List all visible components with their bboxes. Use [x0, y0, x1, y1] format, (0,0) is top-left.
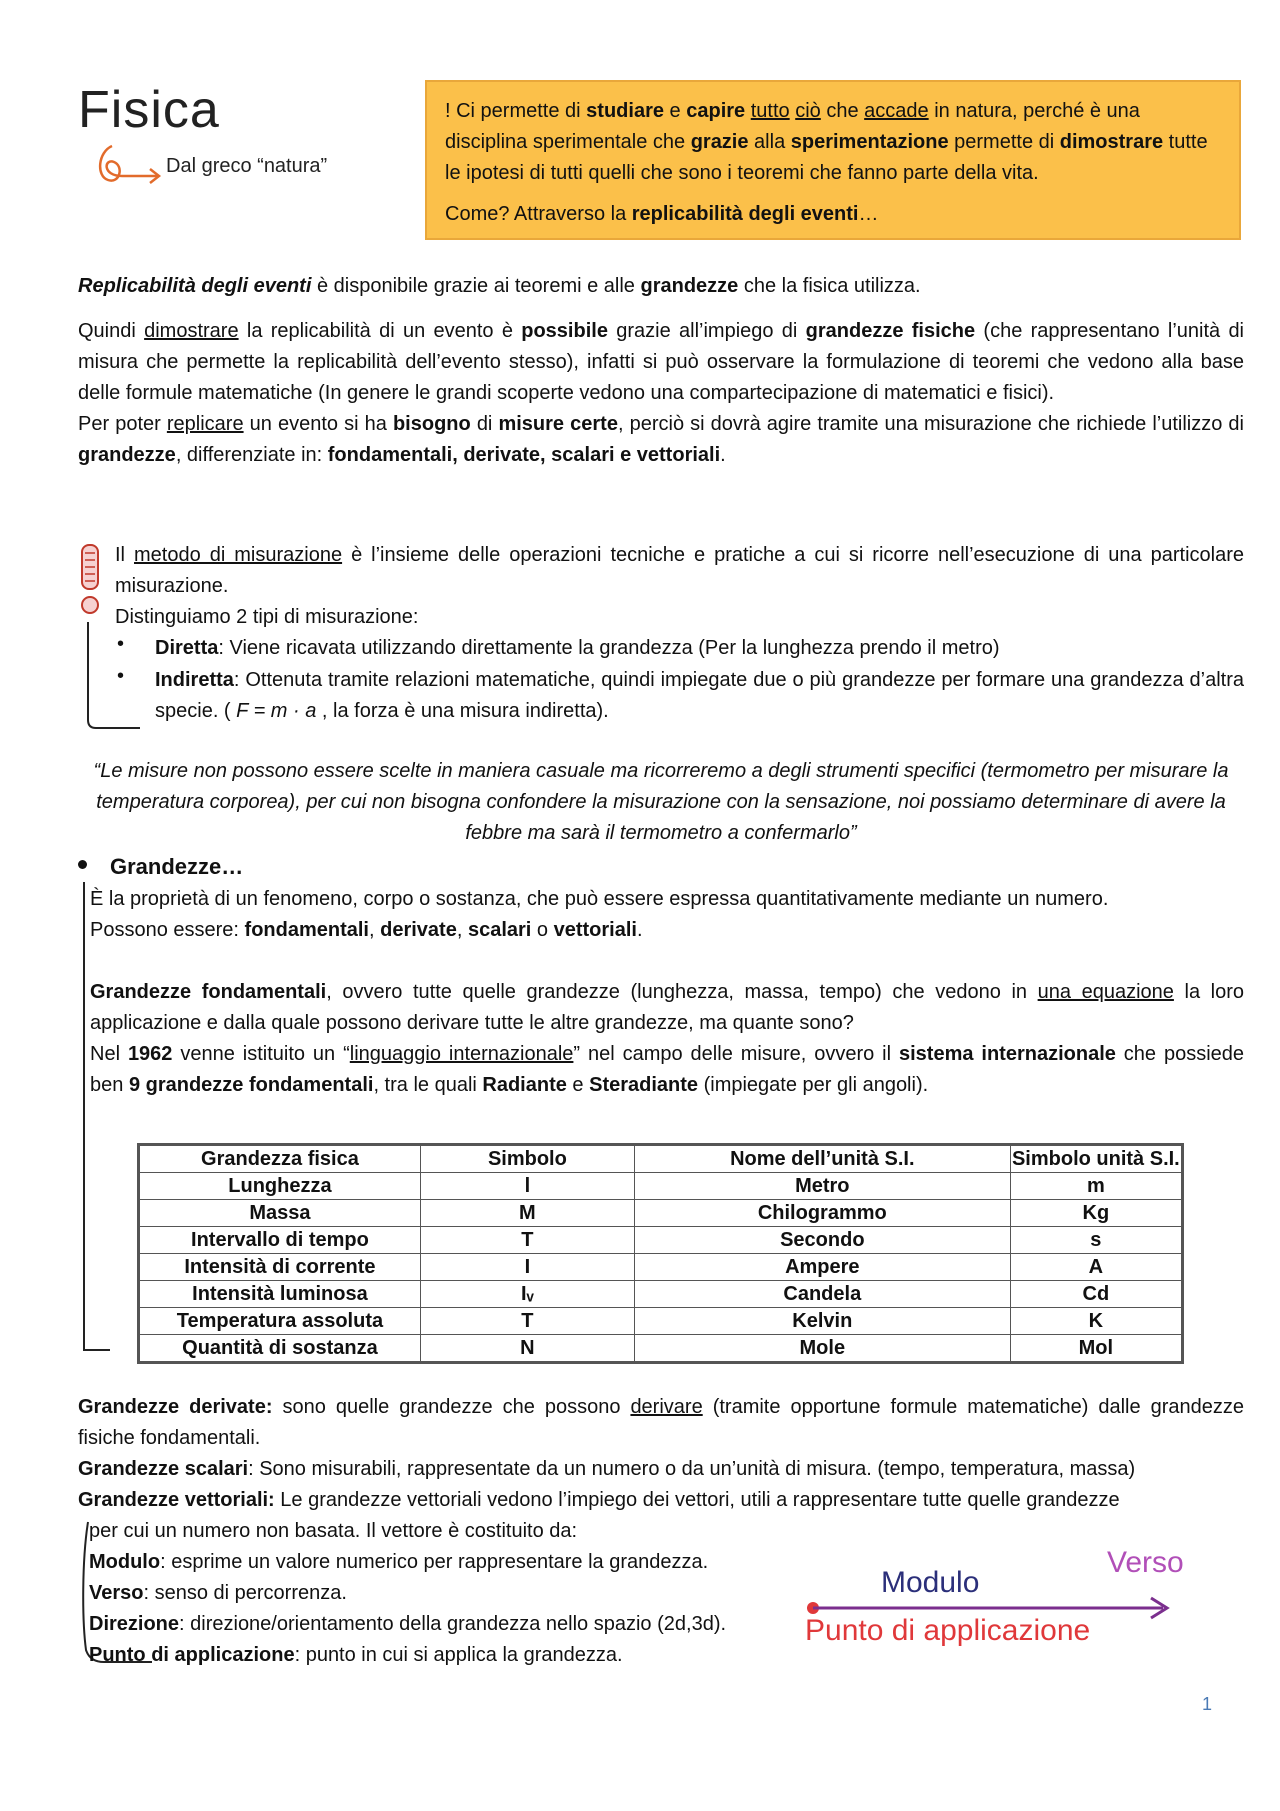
- table-header: Nome dell’unità S.I.: [634, 1145, 1010, 1173]
- table-cell: Lunghezza: [139, 1173, 421, 1200]
- table-cell: I: [420, 1254, 634, 1281]
- table-cell: Mol: [1010, 1335, 1182, 1363]
- table-cell: Kelvin: [634, 1308, 1010, 1335]
- si-text: Nel 1962 venne istituito un “linguaggio internazionale” nel campo delle misure, ovvero il sistema internazionale che possiede ben 9 grandezze fondamentali, tra le quali Radiante e Steradiante (impiegate per gli angoli).: [90, 1043, 1245, 1096]
- table-cell: Secondo: [634, 1227, 1010, 1254]
- table-cell: K: [1010, 1308, 1182, 1335]
- table-cell: Iᵥ: [420, 1281, 634, 1308]
- exclamation-doodle-icon: [76, 543, 104, 617]
- table-cell: Intervallo di tempo: [139, 1227, 421, 1254]
- table-cell: Mole: [634, 1335, 1010, 1363]
- derivate-text: Grandezze derivate: sono quelle grandezze che possono derivare (tramite opportune formule matematiche) dalle grandezze fisiche fondamentali.: [78, 1396, 1244, 1449]
- note-question: Come? Attraverso la replicabilità degli eventi…: [445, 203, 879, 225]
- table-cell: T: [420, 1227, 634, 1254]
- intro-text: [78, 271, 1244, 471]
- table-cell: l: [420, 1173, 634, 1200]
- verso-label: Verso: [1107, 1546, 1184, 1579]
- modulo-label: Modulo: [881, 1566, 980, 1599]
- table-header-row: [139, 1145, 1183, 1173]
- vettoriali-text: Grandezze vettoriali: Le grandezze vettoriali vedono l’impiego dei vettori, utili a rappresentare tutte quelle grandezze: [78, 1489, 1120, 1511]
- table-row: [139, 1281, 1183, 1308]
- table-cell: Massa: [139, 1200, 421, 1227]
- table-cell: Ampere: [634, 1254, 1010, 1281]
- note-box: [425, 80, 1241, 240]
- table-cell: Temperatura assoluta: [139, 1308, 421, 1335]
- table-cell: T: [420, 1308, 634, 1335]
- intro-p1: Replicabilità degli eventi è disponibile grazie ai teoremi e alle grandezze che la fisica utilizza.: [78, 275, 921, 297]
- quote: “Le misure non possono essere scelte in maniera casuale ma ricorreremo a degli strumenti specifici (termometro per misurare la temperatura corporea), per cui non bisogna confondere la misurazione con la sensazione, noi possiamo determinare di avere la febbre ma sarà il termometro a confermarlo”: [93, 760, 1229, 844]
- table-cell: m: [1010, 1173, 1182, 1200]
- grandezze-text: [90, 884, 1244, 1101]
- page-number: 1: [1201, 1694, 1212, 1714]
- metodo-section: [115, 540, 1244, 633]
- metodo-tipi: Distinguiamo 2 tipi di misurazione:: [115, 606, 419, 628]
- table-cell: Cd: [1010, 1281, 1182, 1308]
- diretta-item: Diretta: Viene ricavata utilizzando direttamente la grandezza (Per la lunghezza prendo il metro): [155, 637, 1000, 659]
- intro-p2: Quindi dimostrare la replicabilità di un evento è possibile grazie all’impiego di grandezze fisiche (che rappresentano l’unità di misura che permette la replicabilità dell’evento stesso), infatti si può osservare la formulazione di teoremi che vedono alla base delle formule matematiche (In genere le grandi scoperte vedono una compartecipazione di matematici e fisici).: [78, 320, 1245, 404]
- table-cell: Kg: [1010, 1200, 1182, 1227]
- table-cell: M: [420, 1200, 634, 1227]
- grandezze-def: È la proprietà di un fenomeno, corpo o sostanza, che può essere espressa quantitativamente mediante un numero.: [90, 888, 1109, 910]
- table-cell: Metro: [634, 1173, 1010, 1200]
- table-cell: Intensità luminosa: [139, 1281, 421, 1308]
- page-title: Fisica: [78, 81, 220, 139]
- si-units-table: [137, 1143, 1184, 1364]
- table-header: Simbolo: [420, 1145, 634, 1173]
- derivate-scalari-vettoriali: [78, 1392, 1244, 1516]
- table-cell: Intensità di corrente: [139, 1254, 421, 1281]
- scalari-text: Grandezze scalari: Sono misurabili, rappresentate da un numero o da un’unità di misura. (tempo, temperatura, massa): [78, 1458, 1136, 1480]
- hook-arrow-icon: [92, 142, 167, 190]
- metodo-def: Il metodo di misurazione è l’insieme delle operazioni tecniche e pratiche a cui si ricorre nell’esecuzione di una particolare misurazione.: [115, 544, 1244, 597]
- subtitle: Dal greco “natura”: [166, 155, 328, 177]
- table-row: [139, 1173, 1183, 1200]
- vector-intro: per cui un numero non basata. Il vettore è costituito da:: [89, 1520, 578, 1542]
- section-heading-grandezze: Grandezze…: [110, 854, 244, 879]
- table-row: [139, 1308, 1183, 1335]
- grandezze-types: Possono essere: fondamentali, derivate, scalari o vettoriali.: [90, 919, 643, 941]
- table-cell: Quantità di sostanza: [139, 1335, 421, 1363]
- fondamentali-text: Grandezze fondamentali, ovvero tutte quelle grandezze (lunghezza, massa, tempo) che vedono in una equazione la loro applicazione e dalla quale possono derivare tutte le altre grandezze, ma quante sono?: [90, 981, 1245, 1034]
- modulo-item: Modulo: esprime un valore numerico per rappresentare la grandezza.: [89, 1551, 709, 1573]
- bullet-dot: •: [117, 633, 125, 655]
- table-row: [139, 1227, 1183, 1254]
- table-header: Simbolo unità S.I.: [1010, 1145, 1182, 1173]
- table-row: [139, 1335, 1183, 1363]
- table-row: [139, 1254, 1183, 1281]
- bullet-dot: •: [117, 665, 125, 687]
- direzione-item: Direzione: direzione/orientamento della grandezza nello spazio (2d,3d).: [89, 1613, 727, 1635]
- intro-p3: Per poter replicare un evento si ha bisogno di misure certe, perciò si dovrà agire tramite una misurazione che richiede l’utilizzo di grandezze, differenziate in: fondamentali, derivate, scalari e vettoriali.: [78, 413, 1244, 466]
- table-cell: A: [1010, 1254, 1182, 1281]
- table-cell: Chilogrammo: [634, 1200, 1010, 1227]
- bracket-line: [84, 620, 144, 732]
- punto-label: Punto di applicazione: [805, 1614, 1091, 1647]
- bullet-dot: [78, 860, 87, 869]
- table-cell: s: [1010, 1227, 1182, 1254]
- table-row: [139, 1200, 1183, 1227]
- table-cell: Candela: [634, 1281, 1010, 1308]
- note-paragraph: ! Ci permette di studiare e capire tutto ciò che accade in natura, perché è una disciplina sperimentale che grazie alla sperimentazione permette di dimostrare tutte le ipotesi di tutti quelli che sono i teoremi che fanno parte della vita.: [445, 100, 1208, 184]
- verso-item: Verso: senso di percorrenza.: [89, 1582, 347, 1604]
- vector-components: [89, 1516, 789, 1671]
- table-cell: N: [420, 1335, 634, 1363]
- table-header: Grandezza fisica: [139, 1145, 421, 1173]
- punto-item: Punto di applicazione: punto in cui si applica la grandezza.: [89, 1644, 623, 1666]
- indiretta-item: Indiretta: Ottenuta tramite relazioni matematiche, quindi impiegate due o più grandezze per formare una grandezza d’altra specie. ( F = m · a , la forza è una misura indiretta).: [155, 669, 1244, 722]
- vector-diagram: [805, 1546, 1205, 1660]
